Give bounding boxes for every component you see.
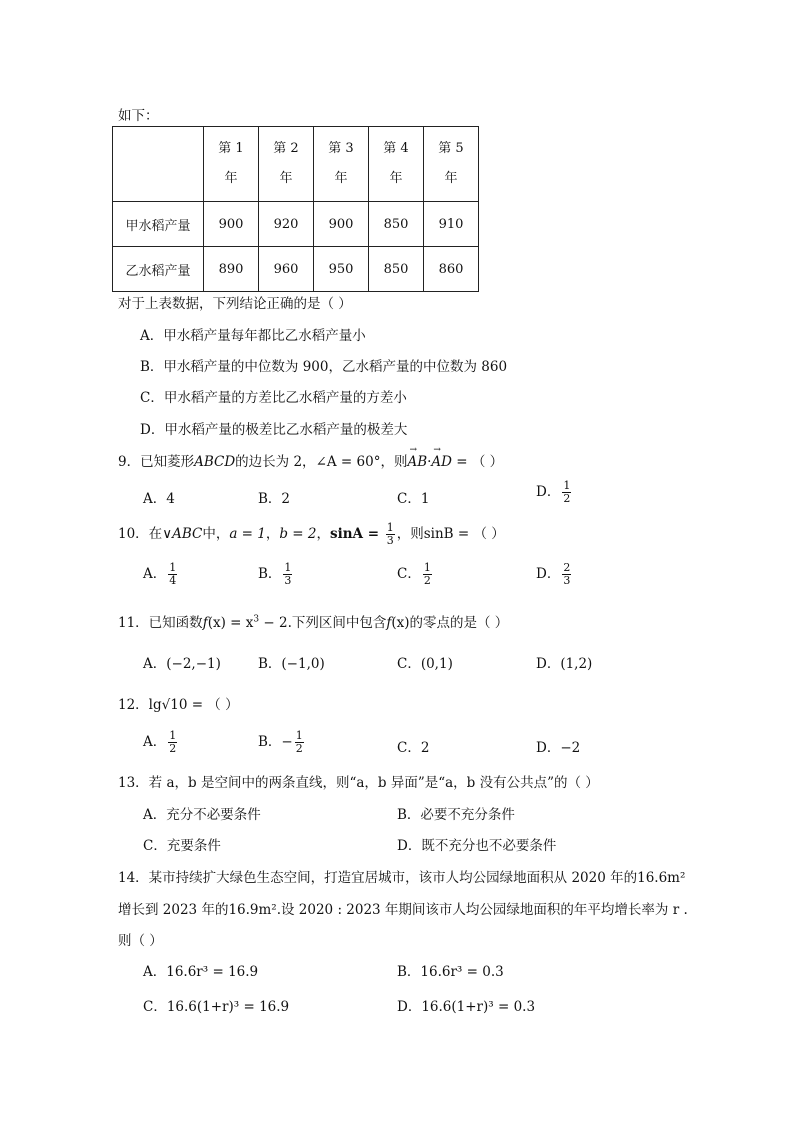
table-corner-cell [113, 127, 204, 202]
q14-option-b: B．16.6r³ = 0.3 [397, 964, 504, 980]
table-header-cell: 第 5 年 [424, 127, 479, 202]
fraction: $\frac{1}{2}$ [295, 729, 303, 755]
q14-line-2: 增长到 2023 年的16.9m².设 2020 : 2023 年期间该市人均公园绿地面积的年平均增长率为 r . [118, 902, 688, 918]
table-cell: 920 [259, 202, 314, 247]
q14-line-1: 14．某市持续扩大绿色生态空间，打造宜居城市，该市人均公园绿地面积从 2020 年的16.6m² [118, 870, 686, 886]
table-cell: 850 [369, 202, 424, 247]
q9-option-c: C．1 [397, 491, 430, 507]
fraction: $\frac{1}{2}$ [423, 561, 431, 587]
q10-option-b: B． $\frac{1}{3}$ [258, 561, 292, 587]
table-row-label: 甲水稻产量 [113, 202, 204, 247]
q12-option-c: C．2 [397, 740, 430, 756]
q14-option-d: D．16.6(1+r)³ = 0.3 [397, 999, 536, 1015]
q9-stem: 9．已知菱形ABCD的边长为 2，∠A = 60°，则→ AB·→ AD = （ ） [118, 450, 503, 470]
intro-text: 如下： [118, 108, 159, 124]
table-cell: 950 [314, 247, 369, 292]
q14-line-3: 则（ ） [118, 933, 163, 949]
q11-stem: 11．已知函数$f(x) = x^3 - 2$.下列区间中包含f(x)的零点的是（ ） [118, 614, 509, 631]
q13-option-c: C．充要条件 [143, 838, 221, 854]
q13-stem: 13．若 a，b 是空间中的两条直线，则“a，b 异面”是“a，b 没有公共点”的（ ） [118, 775, 599, 791]
table-cell: 860 [424, 247, 479, 292]
q9-option-d: D． $\frac{1}{2}$ [536, 479, 571, 505]
q8-option-d: D．甲水稻产量的极差比乙水稻产量的极差大 [140, 422, 408, 438]
q8-option-b: B．甲水稻产量的中位数为 900，乙水稻产量的中位数为 860 [140, 359, 508, 375]
table-cell: 910 [424, 202, 479, 247]
q12-option-d: D．−2 [536, 740, 581, 756]
table-header-cell: 第 4 年 [369, 127, 424, 202]
table-row [113, 247, 479, 292]
vector-ab: → AB [407, 454, 427, 470]
table-header-cell: 第 2 年 [259, 127, 314, 202]
fraction: $\frac{1}{2}$ [169, 729, 177, 755]
q14-option-a: A．16.6r³ = 16.9 [143, 964, 259, 980]
q14-option-c: C．16.6(1+r)³ = 16.9 [143, 999, 290, 1015]
q9-option-a: A．4 [143, 491, 175, 507]
table-header-cell: 第 1 年 [204, 127, 259, 202]
fraction: $\frac{1}{3}$ [386, 521, 394, 547]
q13-option-a: A．充分不必要条件 [143, 807, 261, 823]
table-cell: 890 [204, 247, 259, 292]
q10-stem: 10．在∨ABC中，a = 1，b = 2，sinA = $\frac{1}{3}$ ，则sinB = （ ） [118, 521, 505, 547]
q12-stem: 12．lg√10 = （ ） [118, 697, 239, 713]
q11-option-b: B．(−1,0) [258, 656, 325, 672]
q12-option-a: A． $\frac{1}{2}$ [143, 729, 177, 755]
q9-option-b: B．2 [258, 491, 291, 507]
q8-option-a: A．甲水稻产量每年都比乙水稻产量小 [140, 328, 366, 344]
fraction: $\frac{1}{2}$ [563, 479, 571, 505]
fraction: $\frac{1}{4}$ [169, 561, 177, 587]
fraction: $\frac{1}{3}$ [284, 561, 292, 587]
q11-option-c: C．(0,1) [397, 656, 453, 672]
yield-table [112, 126, 479, 292]
q11-option-d: D．(1,2) [536, 656, 593, 672]
q10-option-d: D． $\frac{2}{3}$ [536, 561, 571, 587]
table-header-row [113, 127, 479, 202]
vector-ad: → AD [431, 454, 452, 470]
table-cell: 850 [369, 247, 424, 292]
q8-option-c: C．甲水稻产量的方差比乙水稻产量的方差小 [140, 390, 407, 406]
q8-stem: 对于上表数据，下列结论正确的是（ ） [118, 296, 352, 312]
table-cell: 900 [204, 202, 259, 247]
fraction: $\frac{2}{3}$ [563, 561, 571, 587]
q13-option-b: B．必要不充分条件 [397, 807, 515, 823]
q10-option-a: A． $\frac{1}{4}$ [143, 561, 177, 587]
table-header-cell: 第 3 年 [314, 127, 369, 202]
table-row-label: 乙水稻产量 [113, 247, 204, 292]
q11-option-a: A．(−2,−1) [143, 656, 221, 672]
table-row [113, 202, 479, 247]
q12-option-b: B．− $\frac{1}{2}$ [258, 729, 303, 755]
table-cell: 900 [314, 202, 369, 247]
table-cell: 960 [259, 247, 314, 292]
q13-option-d: D．既不充分也不必要条件 [397, 838, 557, 854]
q10-option-c: C． $\frac{1}{2}$ [397, 561, 431, 587]
